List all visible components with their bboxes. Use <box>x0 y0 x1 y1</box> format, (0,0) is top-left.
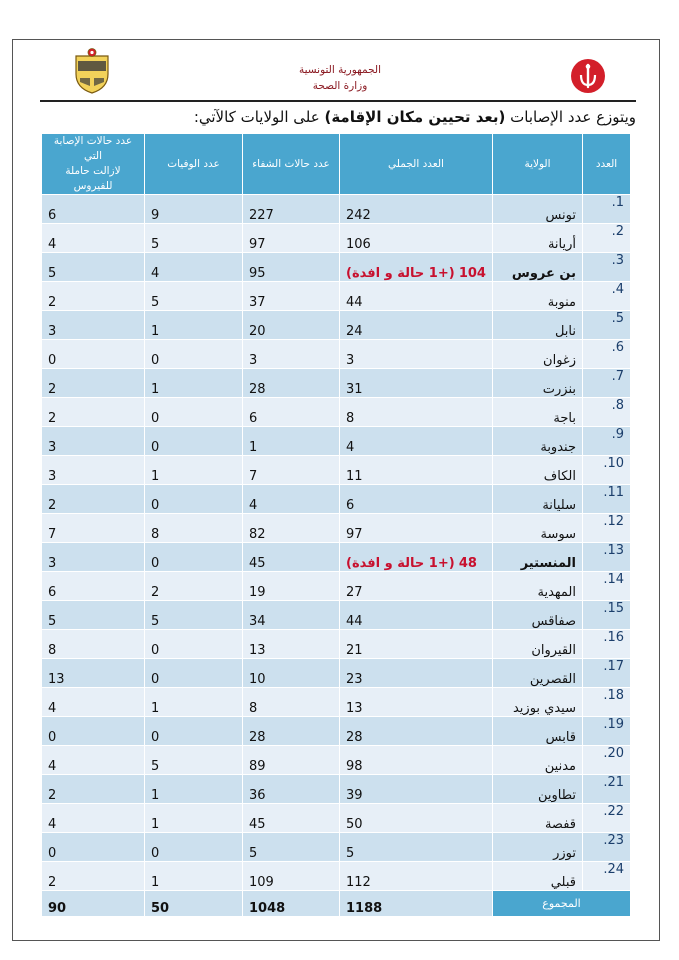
row-active: 3 <box>42 311 145 340</box>
table-row <box>42 717 631 746</box>
row-total-value: 98 <box>346 759 363 774</box>
row-recovered: 6 <box>243 398 340 427</box>
row-active: 2 <box>42 282 145 311</box>
sum-row <box>42 891 631 917</box>
row-total-value: 39 <box>346 788 363 803</box>
row-recovered: 82 <box>243 514 340 543</box>
row-governorate: قفصة <box>493 804 583 833</box>
col-active-line2: لازالت حاملة للفيروس <box>65 165 121 192</box>
row-total <box>340 717 493 746</box>
row-total-value: 106 <box>346 237 371 252</box>
row-governorate: منوبة <box>493 282 583 311</box>
row-governorate: تونس <box>493 195 583 224</box>
row-deaths: 0 <box>145 630 243 659</box>
row-total <box>340 688 493 717</box>
sum-label: المجموع <box>493 891 631 917</box>
row-recovered: 7 <box>243 456 340 485</box>
row-governorate: الكاف <box>493 456 583 485</box>
row-number: 20. <box>583 746 631 775</box>
row-deaths: 5 <box>145 601 243 630</box>
row-number: 5. <box>583 311 631 340</box>
row-active: 5 <box>42 253 145 282</box>
row-recovered: 3 <box>243 340 340 369</box>
row-total-value: 112 <box>346 875 371 890</box>
row-number: 23. <box>583 833 631 862</box>
row-governorate: سيدي بوزيد <box>493 688 583 717</box>
table-row <box>42 253 631 282</box>
row-total <box>340 630 493 659</box>
table-row <box>42 398 631 427</box>
row-total-value: 50 <box>346 817 363 832</box>
row-recovered: 13 <box>243 630 340 659</box>
table-header-row <box>42 134 631 195</box>
table-body <box>42 195 631 891</box>
ministry-of-health-logo-icon <box>570 58 606 94</box>
row-number: 1. <box>583 195 631 224</box>
table-row <box>42 514 631 543</box>
col-deaths: عدد الوفيات <box>145 134 243 195</box>
row-active: 4 <box>42 746 145 775</box>
row-active: 0 <box>42 833 145 862</box>
row-governorate: جندوبة <box>493 427 583 456</box>
row-number: 19. <box>583 717 631 746</box>
row-governorate: قبلي <box>493 862 583 891</box>
row-governorate: زغوان <box>493 340 583 369</box>
intro-before: ويتوزع عدد الإصابات <box>505 108 636 126</box>
row-active: 3 <box>42 427 145 456</box>
row-deaths: 5 <box>145 224 243 253</box>
row-number: 12. <box>583 514 631 543</box>
row-total <box>340 195 493 224</box>
row-number: 13. <box>583 543 631 572</box>
table-row <box>42 340 631 369</box>
row-number: 4. <box>583 282 631 311</box>
row-total <box>340 572 493 601</box>
row-total <box>340 224 493 253</box>
row-number: 22. <box>583 804 631 833</box>
row-number: 24. <box>583 862 631 891</box>
row-active: 2 <box>42 485 145 514</box>
table-row <box>42 282 631 311</box>
row-governorate: سوسة <box>493 514 583 543</box>
row-recovered: 5 <box>243 833 340 862</box>
row-total <box>340 746 493 775</box>
row-total-value: 31 <box>346 382 363 397</box>
row-total-value: 3 <box>346 353 355 368</box>
row-total-value: 23 <box>346 672 363 687</box>
row-deaths: 0 <box>145 427 243 456</box>
table-row <box>42 543 631 572</box>
row-total-value: 44 <box>346 295 363 310</box>
row-active: 0 <box>42 340 145 369</box>
row-active: 3 <box>42 456 145 485</box>
row-governorate: قابس <box>493 717 583 746</box>
table-row <box>42 427 631 456</box>
row-recovered: 19 <box>243 572 340 601</box>
row-total-value: 5 <box>346 846 355 861</box>
row-deaths: 9 <box>145 195 243 224</box>
row-governorate: المهدية <box>493 572 583 601</box>
row-number: 15. <box>583 601 631 630</box>
row-deaths: 0 <box>145 485 243 514</box>
row-recovered: 8 <box>243 688 340 717</box>
table-row <box>42 456 631 485</box>
row-recovered: 89 <box>243 746 340 775</box>
row-total-value: 8 <box>346 411 355 426</box>
row-total <box>340 253 493 282</box>
row-total <box>340 456 493 485</box>
row-active: 5 <box>42 601 145 630</box>
header-divider <box>40 100 636 102</box>
row-active: 6 <box>42 572 145 601</box>
row-total <box>340 311 493 340</box>
tunisia-coat-of-arms-icon <box>72 48 112 94</box>
row-governorate: القيروان <box>493 630 583 659</box>
row-governorate: مدنين <box>493 746 583 775</box>
table-row <box>42 688 631 717</box>
row-active: 2 <box>42 775 145 804</box>
row-number: 8. <box>583 398 631 427</box>
row-deaths: 2 <box>145 572 243 601</box>
row-recovered: 109 <box>243 862 340 891</box>
row-total-value: 6 <box>346 498 355 513</box>
row-deaths: 1 <box>145 456 243 485</box>
row-active: 4 <box>42 224 145 253</box>
table-row <box>42 746 631 775</box>
row-governorate: صفاقس <box>493 601 583 630</box>
row-recovered: 1 <box>243 427 340 456</box>
table-row <box>42 659 631 688</box>
row-active: 2 <box>42 369 145 398</box>
header-text <box>230 62 450 94</box>
row-deaths: 5 <box>145 746 243 775</box>
table-row <box>42 862 631 891</box>
row-deaths: 0 <box>145 543 243 572</box>
row-recovered: 34 <box>243 601 340 630</box>
col-total: العدد الجملي <box>340 134 493 195</box>
intro-bold: (بعد تحيين مكان الإقامة) <box>324 108 506 126</box>
row-deaths: 1 <box>145 369 243 398</box>
row-total <box>340 485 493 514</box>
row-governorate: نابل <box>493 311 583 340</box>
row-total-value: 24 <box>346 324 363 339</box>
row-recovered: 10 <box>243 659 340 688</box>
row-recovered: 36 <box>243 775 340 804</box>
row-total-value: 13 <box>346 701 363 716</box>
row-active: 0 <box>42 717 145 746</box>
intro-after: على الولايات كالآتي: <box>193 108 325 126</box>
row-recovered: 227 <box>243 195 340 224</box>
row-active: 8 <box>42 630 145 659</box>
row-number: 7. <box>583 369 631 398</box>
row-recovered: 45 <box>243 543 340 572</box>
sum-active: 90 <box>42 891 145 917</box>
col-number: العدد <box>583 134 631 195</box>
row-number: 10. <box>583 456 631 485</box>
row-number: 11. <box>583 485 631 514</box>
table-row <box>42 804 631 833</box>
row-total <box>340 398 493 427</box>
row-deaths: 8 <box>145 514 243 543</box>
row-total-value: 21 <box>346 643 363 658</box>
row-total <box>340 659 493 688</box>
row-deaths: 0 <box>145 659 243 688</box>
row-recovered: 97 <box>243 224 340 253</box>
row-active: 13 <box>42 659 145 688</box>
table-row <box>42 195 631 224</box>
row-total <box>340 340 493 369</box>
table-row <box>42 630 631 659</box>
row-recovered: 28 <box>243 717 340 746</box>
row-deaths: 0 <box>145 833 243 862</box>
row-active: 3 <box>42 543 145 572</box>
row-recovered: 95 <box>243 253 340 282</box>
republic-name: الجمهورية التونسية <box>299 64 381 76</box>
row-recovered: 37 <box>243 282 340 311</box>
row-deaths: 0 <box>145 340 243 369</box>
row-number: 14. <box>583 572 631 601</box>
table-row <box>42 601 631 630</box>
row-deaths: 1 <box>145 862 243 891</box>
row-deaths: 0 <box>145 398 243 427</box>
row-governorate: أريانة <box>493 224 583 253</box>
col-active-line1: عدد حالات الإصابة التي <box>53 135 133 162</box>
row-governorate: توزر <box>493 833 583 862</box>
sum-deaths: 50 <box>145 891 243 917</box>
table-row <box>42 369 631 398</box>
row-number: 3. <box>583 253 631 282</box>
table-row <box>42 485 631 514</box>
row-total-value: 27 <box>346 585 363 600</box>
row-total <box>340 282 493 311</box>
row-governorate: بنزرت <box>493 369 583 398</box>
row-deaths: 4 <box>145 253 243 282</box>
table-row <box>42 775 631 804</box>
row-total-value: 11 <box>346 469 363 484</box>
row-number: 17. <box>583 659 631 688</box>
row-total <box>340 601 493 630</box>
row-active: 2 <box>42 862 145 891</box>
row-governorate: سليانة <box>493 485 583 514</box>
row-deaths: 1 <box>145 688 243 717</box>
row-total-value: 97 <box>346 527 363 542</box>
row-total <box>340 804 493 833</box>
governorate-stats-table <box>41 133 631 917</box>
row-governorate: القصرين <box>493 659 583 688</box>
row-total-value: 104 <box>458 266 486 281</box>
row-total <box>340 862 493 891</box>
row-active: 4 <box>42 804 145 833</box>
row-imported-note: (+1 حالة و افدة) <box>346 266 455 281</box>
sum-total: 1188 <box>340 891 493 917</box>
row-deaths: 0 <box>145 717 243 746</box>
row-imported-note: (+1 حالة و افدة) <box>346 556 455 571</box>
row-total-value: 44 <box>346 614 363 629</box>
row-total-value: 48 <box>458 556 477 571</box>
row-deaths: 1 <box>145 311 243 340</box>
row-number: 2. <box>583 224 631 253</box>
row-number: 6. <box>583 340 631 369</box>
row-active: 6 <box>42 195 145 224</box>
row-total <box>340 833 493 862</box>
table-row <box>42 311 631 340</box>
row-governorate: بن عروس <box>493 253 583 282</box>
row-number: 18. <box>583 688 631 717</box>
row-total-value: 242 <box>346 208 371 223</box>
row-governorate: باجة <box>493 398 583 427</box>
row-number: 21. <box>583 775 631 804</box>
col-recovered: عدد حالات الشفاء <box>243 134 340 195</box>
row-deaths: 5 <box>145 282 243 311</box>
col-governorate: الولاية <box>493 134 583 195</box>
row-total-value: 28 <box>346 730 363 745</box>
row-recovered: 45 <box>243 804 340 833</box>
table-row <box>42 833 631 862</box>
table-row <box>42 224 631 253</box>
col-active <box>42 134 145 195</box>
row-number: 16. <box>583 630 631 659</box>
row-total <box>340 775 493 804</box>
row-total <box>340 514 493 543</box>
row-recovered: 4 <box>243 485 340 514</box>
intro-sentence <box>40 104 636 130</box>
row-active: 4 <box>42 688 145 717</box>
sum-recovered: 1048 <box>243 891 340 917</box>
row-total <box>340 543 493 572</box>
row-active: 7 <box>42 514 145 543</box>
table-row <box>42 572 631 601</box>
row-total <box>340 369 493 398</box>
row-total-value: 4 <box>346 440 355 455</box>
row-total <box>340 427 493 456</box>
row-deaths: 1 <box>145 775 243 804</box>
ministry-name: وزارة الصحة <box>312 80 368 92</box>
row-number: 9. <box>583 427 631 456</box>
row-recovered: 28 <box>243 369 340 398</box>
row-governorate: المنستير <box>493 543 583 572</box>
row-recovered: 20 <box>243 311 340 340</box>
row-active: 2 <box>42 398 145 427</box>
row-governorate: تطاوين <box>493 775 583 804</box>
row-deaths: 1 <box>145 804 243 833</box>
